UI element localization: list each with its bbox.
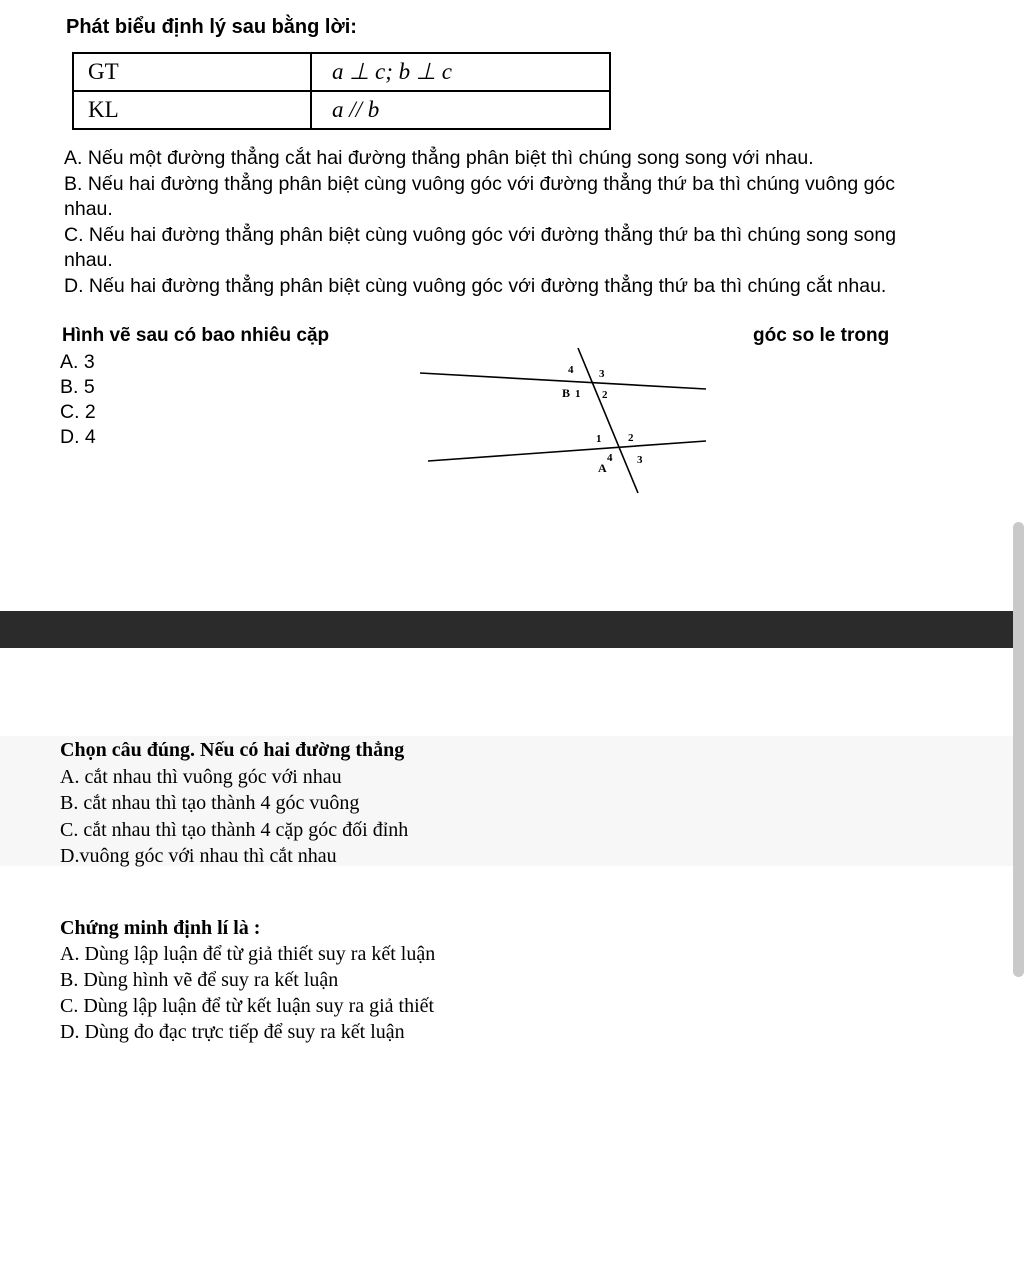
table-label-gt: GT: [73, 53, 311, 91]
option-b: B. 5: [60, 376, 95, 398]
point-label-a: A: [598, 461, 607, 475]
question-2-text: Hình vẽ sau có bao nhiêu cặp: [62, 325, 330, 346]
option-c: C. Dùng lập luận để từ kết luận suy ra giả thiết: [60, 995, 435, 1017]
question-2-options: [60, 350, 96, 450]
option-a: A. cắt nhau thì vuông góc với nhau: [60, 765, 342, 788]
table-label-kl: KL: [73, 91, 311, 129]
question-1-options: [64, 146, 1024, 300]
question-4-text: Chứng minh định lí là :: [60, 917, 261, 939]
angle-label: 2: [602, 389, 608, 401]
option-b-cont: nhau.: [64, 198, 113, 221]
option-d: D. Nếu hai đường thẳng phân biệt cùng vuông góc với đường thẳng thứ ba thì chúng cắt nhau.: [64, 274, 887, 297]
point-label-b: B: [562, 386, 571, 400]
option-c: C. cắt nhau thì tạo thành 4 cặp góc đối đỉnh: [60, 818, 409, 841]
option-d: D. Dùng đo đạc trực tiếp để suy ra kết luận: [60, 1021, 405, 1043]
option-a: A. 3: [60, 351, 95, 373]
scrollbar-thumb[interactable]: [1013, 522, 1024, 977]
option-c-cont: nhau.: [64, 249, 113, 272]
option-c: C. 2: [60, 401, 96, 423]
table-row: [73, 53, 610, 91]
table-row: [73, 91, 610, 129]
option-d: D. 4: [60, 426, 96, 448]
angle-label: 4: [607, 452, 613, 464]
angle-label: 3: [637, 454, 643, 466]
question-4: [60, 915, 435, 1045]
option-b: B. Dùng hình vẽ để suy ra kết luận: [60, 969, 339, 991]
question-3: [60, 737, 408, 870]
angle-figure: [420, 340, 720, 500]
dark-divider-bar: [0, 611, 1024, 648]
option-b: B. Nếu hai đường thẳng phân biệt cùng vuông góc với đường thẳng thứ ba thì chúng vuông góc: [64, 172, 896, 195]
angle-label: 3: [599, 368, 605, 380]
line-bottom: [428, 441, 706, 461]
option-d: D.vuông góc với nhau thì cắt nhau: [60, 845, 337, 867]
hypothesis-conclusion-table: [72, 52, 611, 130]
question-3-text: Chọn câu đúng. Nếu có hai đường thẳng: [60, 739, 405, 761]
angle-label: 2: [628, 432, 634, 444]
option-a: A. Nếu một đường thẳng cắt hai đường thẳng phân biệt thì chúng song song với nhau.: [64, 147, 814, 169]
table-value-kl: a // b: [311, 91, 610, 129]
table-value-gt: a ⊥ c; b ⊥ c: [311, 53, 610, 91]
option-a: A. Dùng lập luận để từ giả thiết suy ra kết luận: [60, 943, 436, 965]
option-b: B. cắt nhau thì tạo thành 4 góc vuông: [60, 792, 360, 814]
question-2-text-cont: góc so le trong: [753, 325, 890, 346]
angle-label: 1: [575, 388, 581, 400]
angle-label: 1: [596, 433, 602, 445]
transversal-line: [578, 348, 638, 493]
option-c: C. Nếu hai đường thẳng phân biệt cùng vuông góc với đường thẳng thứ ba thì chúng song song: [64, 223, 897, 246]
question-1-title: Phát biểu định lý sau bằng lời:: [66, 16, 357, 38]
angle-label: 4: [568, 364, 574, 376]
